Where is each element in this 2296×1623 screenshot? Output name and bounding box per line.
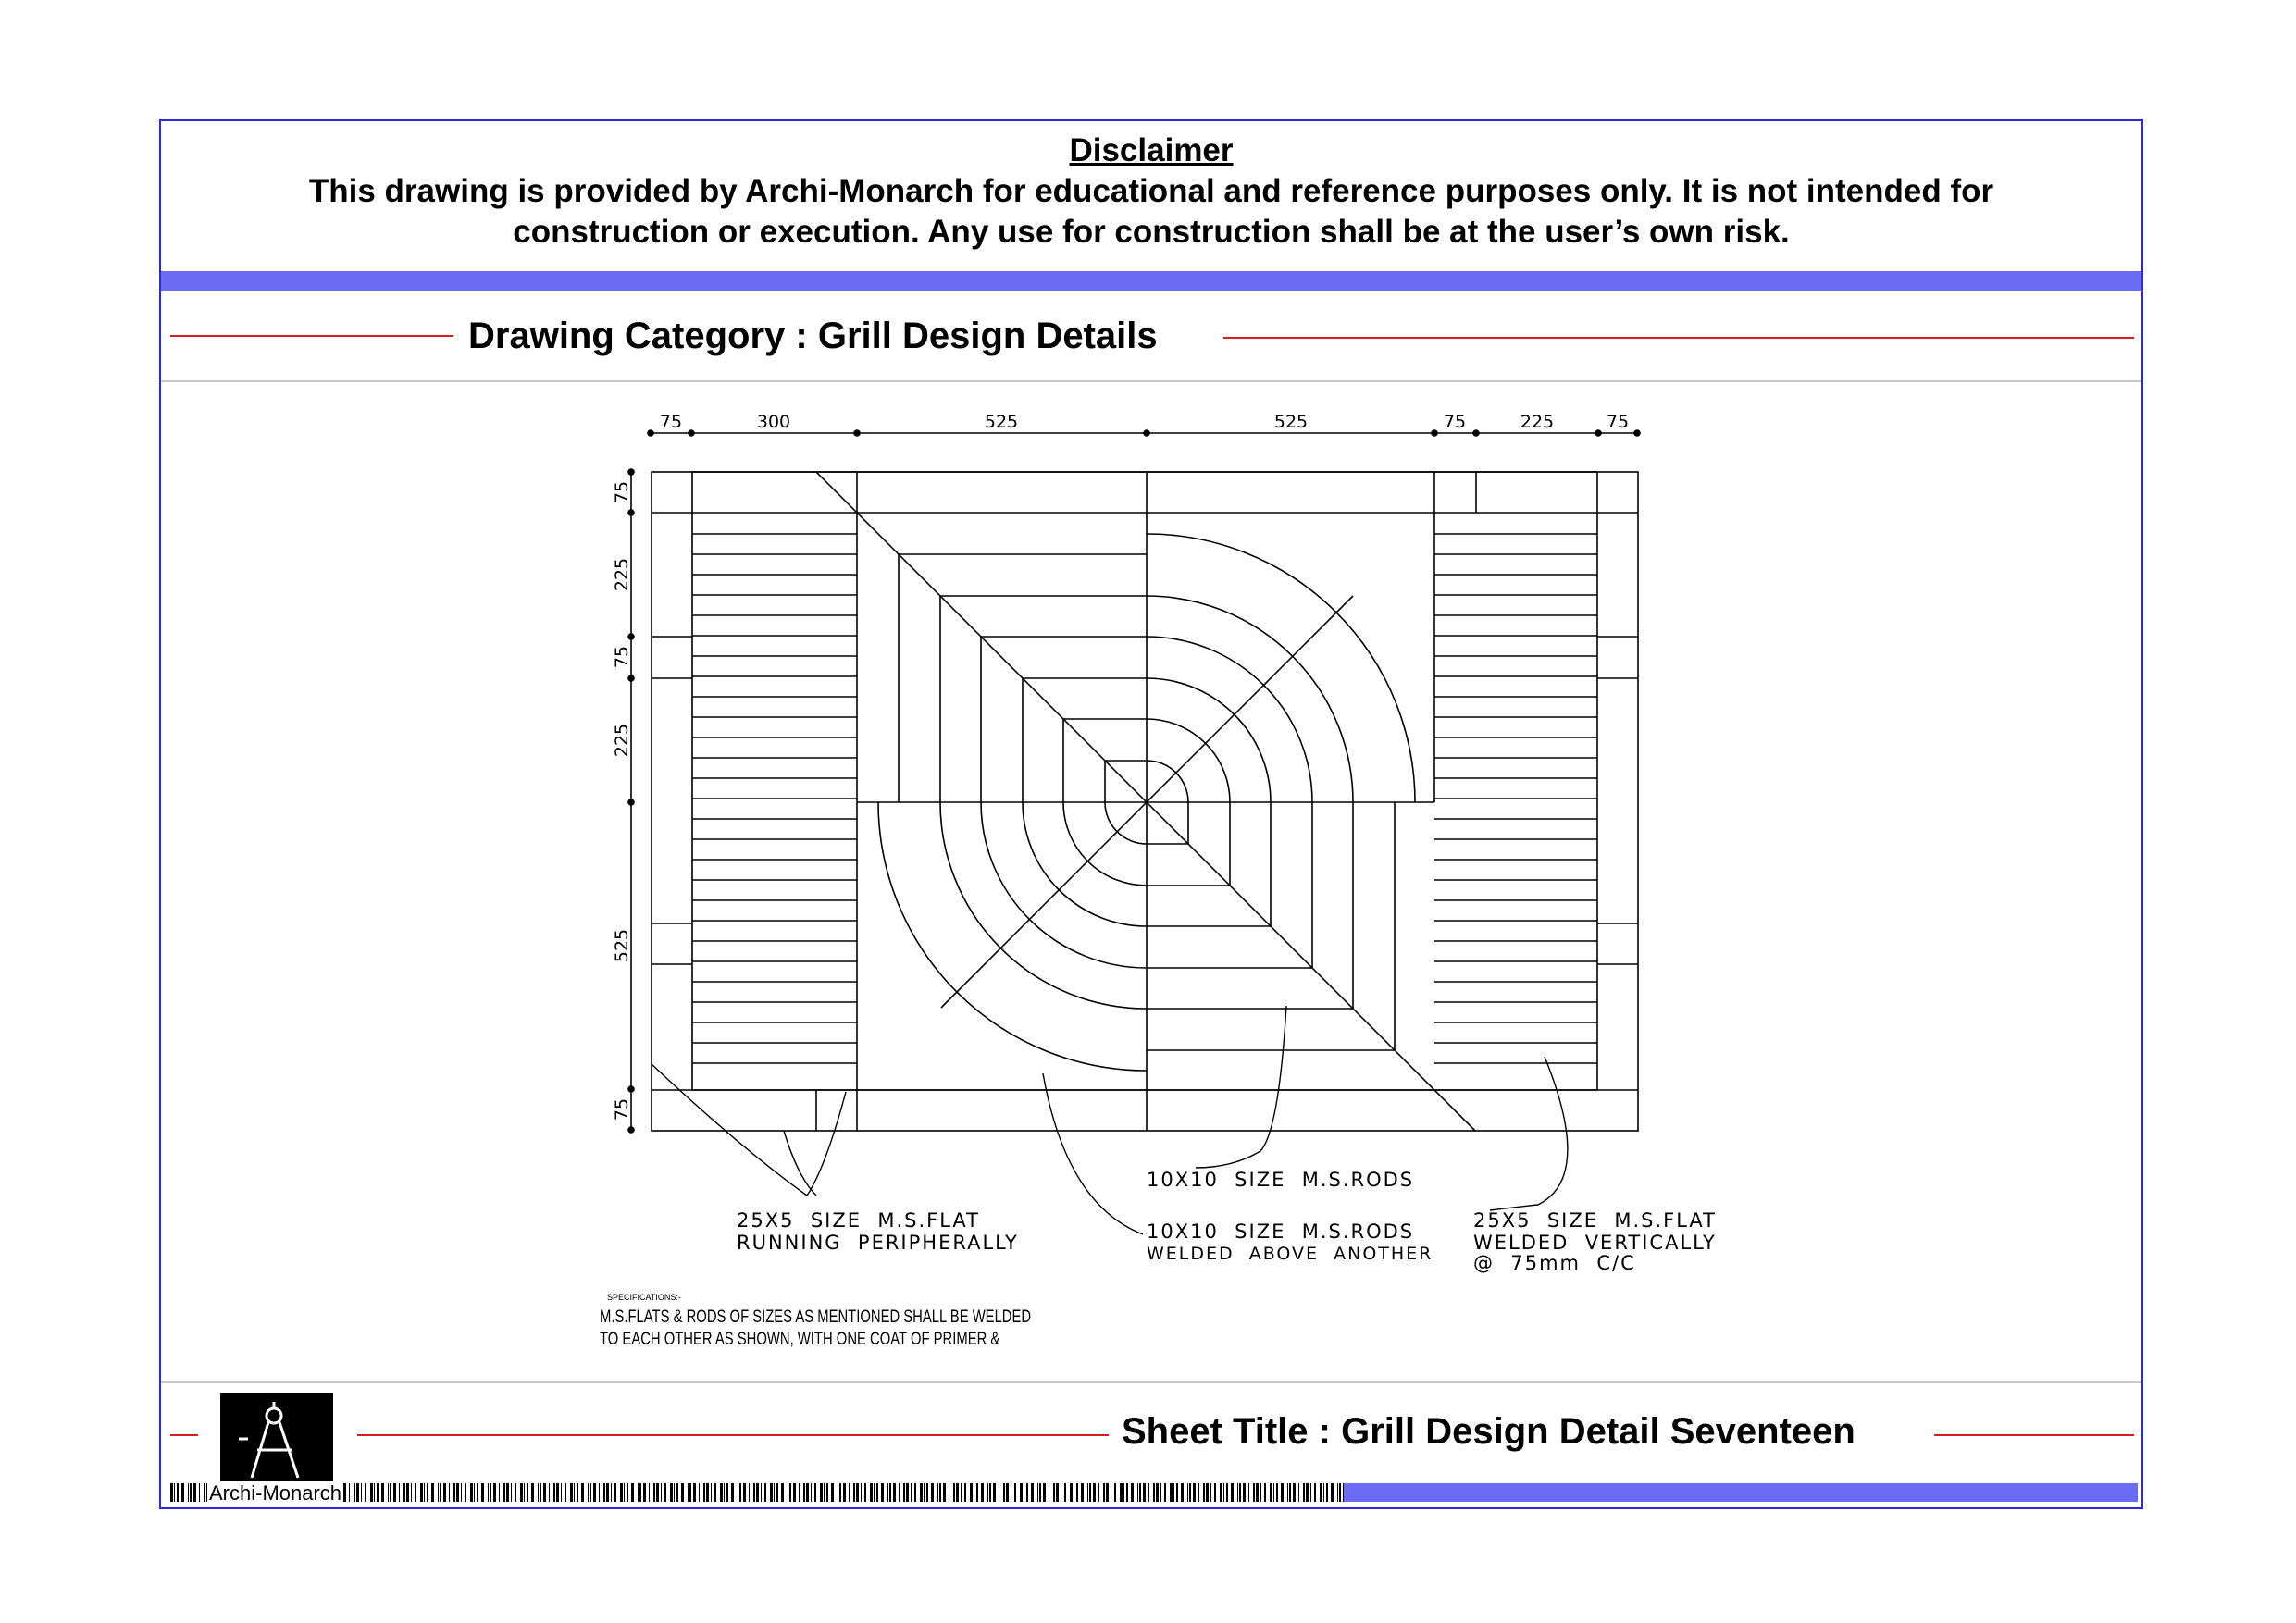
note-rods-center: 10X10 SIZE M.S.RODS — [1147, 1169, 1415, 1191]
footer-accent-bar — [1344, 1483, 2138, 1502]
note-flat-vertical-3: @ 75mm C/C — [1473, 1252, 1636, 1274]
dimension-label: 225 — [612, 557, 632, 592]
horizontal-flats-left — [692, 534, 857, 1063]
disclaimer-title: Disclaimer — [1069, 132, 1234, 168]
dimension-label: 525 — [1273, 412, 1309, 432]
note-flat-peripheral-2: RUNNING PERIPHERALLY — [737, 1232, 1019, 1254]
specs-heading: SPECIFICATIONS:- — [607, 1293, 681, 1302]
footer-rule-right — [1934, 1434, 2134, 1436]
diagonal-rod-main — [816, 472, 1475, 1131]
specs-line-2: TO EACH OTHER AS SHOWN, WITH ONE COAT OF PRIMER & — [600, 1330, 1000, 1349]
drawing-sheet — [159, 119, 2143, 1509]
right-side-blocks — [1597, 637, 1638, 964]
horizontal-flats-right — [1434, 534, 1597, 1063]
dimension-label: 75 — [612, 645, 632, 669]
disclaimer-text-line-2: construction or execution. Any use for construction shall be at the user’s own risk. — [513, 214, 1790, 250]
note-flat-vertical-1: 25X5 SIZE M.S.FLAT — [1473, 1209, 1717, 1232]
footer-rule-middle — [357, 1434, 1109, 1436]
dimension-label: 75 — [659, 412, 683, 432]
dimension-label: 225 — [612, 723, 632, 758]
dimension-label: 75 — [612, 1097, 632, 1121]
dimension-label: 75 — [1443, 412, 1467, 432]
specs-line-1: M.S.FLATS & RODS OF SIZES AS MENTIONED SHALL BE WELDED — [600, 1307, 1032, 1327]
dimension-label: 75 — [1606, 412, 1630, 432]
grill-inner-frame — [692, 472, 1597, 1090]
note-rods-welded-2: WELDED ABOVE ANOTHER — [1147, 1244, 1433, 1264]
note-flat-peripheral-1: 25X5 SIZE M.S.FLAT — [737, 1209, 980, 1232]
left-side-blocks — [652, 637, 692, 964]
dimension-label: 525 — [984, 412, 1019, 432]
drawing-category-title: Drawing Category : Grill Design Details — [468, 316, 1158, 356]
grill-design-drawing — [161, 121, 2141, 1259]
dimension-label: 300 — [756, 412, 791, 432]
barcode-strip — [170, 1483, 1346, 1504]
note-leaders — [652, 1006, 1568, 1234]
sheet-title-row — [161, 1381, 2141, 1511]
top-dimension-line — [648, 430, 1640, 436]
dimension-label: 225 — [1520, 412, 1555, 432]
archi-monarch-logo — [220, 1393, 333, 1485]
dimension-label: 525 — [612, 928, 632, 963]
note-rods-welded-1: 10X10 SIZE M.S.RODS — [1147, 1220, 1415, 1243]
footer-rule-left — [170, 1434, 198, 1436]
brand-name: Archi-Monarch — [209, 1481, 342, 1505]
disclaimer-text-line-1: This drawing is provided by Archi-Monarch for educational and reference purposes only. It is not intended for — [308, 173, 1994, 209]
note-flat-vertical-2: WELDED VERTICALLY — [1473, 1232, 1717, 1254]
dimension-label: 75 — [612, 480, 632, 504]
sheet-title: Sheet Title : Grill Design Detail Seventeen — [1122, 1411, 1855, 1452]
compass-divider-icon — [220, 1393, 333, 1485]
